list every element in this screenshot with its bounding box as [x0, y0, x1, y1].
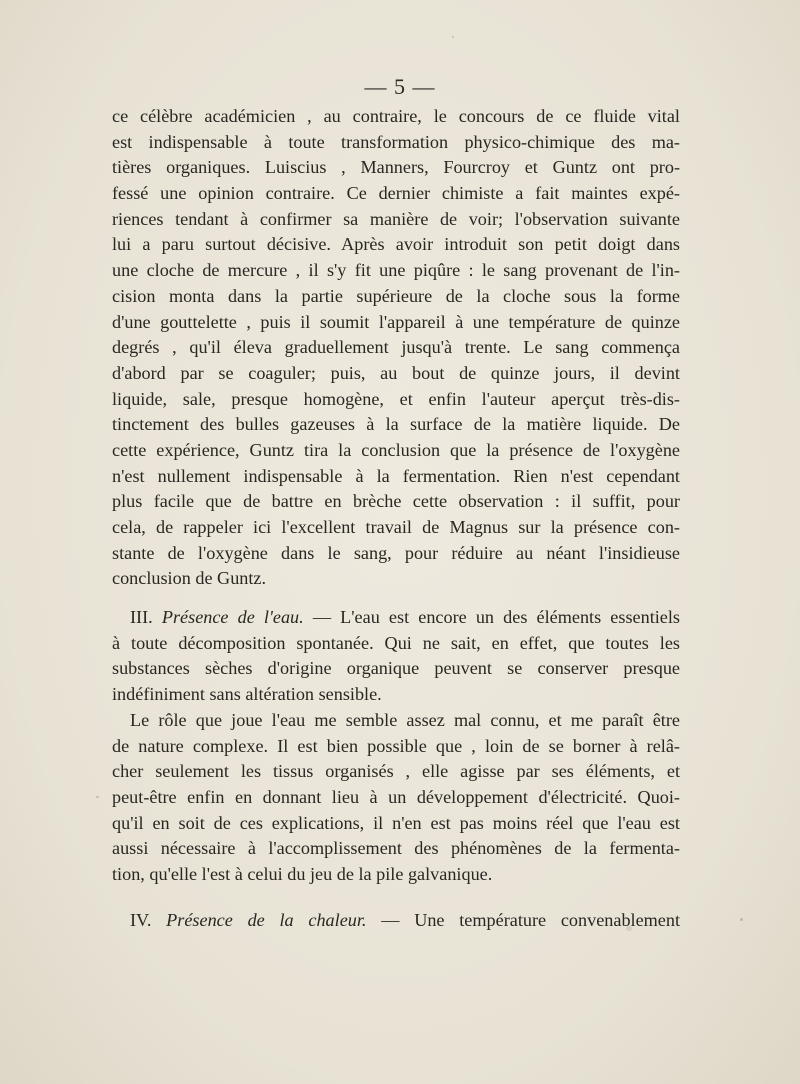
paragraph-continuation	[112, 104, 680, 592]
paper-speck	[740, 918, 743, 921]
section-title: Présence de l'eau.	[161, 607, 304, 627]
text-line: fessé une opinion contraire. Ce dernier chimiste a fait maintes expé-	[112, 183, 680, 204]
text-line: riences tendant à confirmer sa manière de voir; l'observation suivante	[112, 208, 680, 229]
text-line: est indispensable à toute transformation physico-chimique des ma-	[112, 131, 680, 152]
text-line: Le rôle que joue l'eau me semble assez mal connu, et me paraît être	[130, 710, 680, 730]
section-first-line-text: L'eau est encore un des éléments essentiels	[340, 607, 681, 627]
text-line: cela, de rappeler ici l'excellent travail de Magnus sur la présence con-	[112, 517, 680, 537]
text-line: degrés , qu'il éleva graduellement jusqu'à trente. Le sang commença	[112, 337, 680, 358]
paper-speck	[96, 796, 99, 798]
text-line: stante de l'oxygène dans le sang, pour réduire au néant l'insidieuse	[112, 542, 680, 563]
text-line: conclusion de Guntz.	[112, 568, 267, 589]
text-line: cision monta dans la partie supérieure de la cloche sous la forme	[112, 285, 680, 306]
section-first-line-text: Une température convenablement	[414, 910, 681, 930]
text-line: tières organiques. Luiscius , Manners, Fourcroy et Guntz ont pro-	[112, 157, 680, 178]
text-line: tinctement des bulles gazeuses à la surface de la matière liquide. De	[112, 414, 680, 435]
text-line: indéfiniment sans altération sensible.	[112, 684, 382, 705]
text-line: qu'il en soit de ces explications, il n'en est pas moins réel que l'eau est	[112, 812, 680, 833]
section-presence-eau	[112, 605, 680, 708]
text-line: aussi nécessaire à l'accomplissement des phénomènes de la fermenta-	[112, 838, 680, 859]
section-number: IV.	[130, 910, 152, 930]
text-line: à toute décomposition spontanée. Qui ne sait, en effet, que toutes les	[112, 632, 680, 653]
text-line: peut-être enfin en donnant lieu à un développement d'électricité. Quoi-	[112, 787, 680, 808]
text-line: liquide, sale, presque homogène, et enfin l'auteur aperçut très-dis-	[112, 388, 680, 409]
text-line: plus facile que de battre en brèche cette observation : il suffit, pour	[112, 491, 680, 512]
text-line: ce célèbre académicien , au contraire, le concours de ce fluide vital	[112, 106, 680, 126]
section-heading-line	[112, 605, 680, 631]
paragraph-role-eau	[112, 708, 680, 888]
text-line: cette expérience, Guntz tira la conclusion que la présence de l'oxygène	[112, 439, 680, 460]
text-line: n'est nullement indispensable à la fermentation. Rien n'est cependant	[112, 465, 680, 486]
text-line: cher seulement les tissus organisés , elle agisse par ses éléments, et	[112, 761, 680, 782]
text-line: d'une gouttelette , puis il soumit l'appareil à une température de quinze	[112, 311, 680, 332]
section-number: III.	[130, 607, 153, 627]
text-line: d'abord par se coaguler; puis, au bout de quinze jours, il devint	[112, 362, 680, 383]
section-presence-chaleur	[112, 908, 680, 934]
section-heading-line	[112, 908, 680, 934]
section-title: Présence de la chaleur.	[166, 910, 367, 930]
text-line: substances sèches d'origine organique peuvent se conserver presque	[112, 658, 680, 679]
text-line: lui a paru surtout décisive. Après avoir introduit son petit doigt dans	[112, 234, 680, 255]
text-line: tion, qu'elle l'est à celui du jeu de la pile galvanique.	[112, 864, 493, 885]
text-line: une cloche de mercure , il s'y fit une piqûre : le sang provenant de l'in-	[112, 260, 680, 281]
paper-speck	[452, 36, 454, 38]
paper-speck	[626, 926, 632, 931]
text-line: de nature complexe. Il est bien possible que , loin de se borner à relâ-	[112, 735, 680, 756]
section-dash: —	[312, 607, 332, 627]
section-dash: —	[381, 910, 400, 930]
page-number: — 5 —	[364, 74, 436, 99]
